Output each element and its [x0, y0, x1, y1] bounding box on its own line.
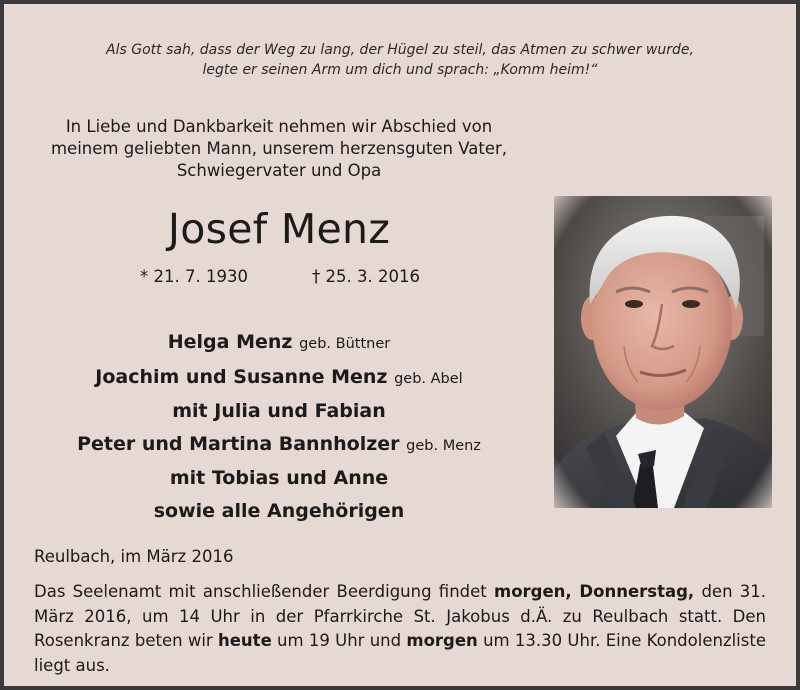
intro-text [44, 116, 514, 182]
mourner-line [44, 395, 514, 428]
portrait-illustration [554, 196, 772, 508]
funeral-notice [34, 580, 766, 678]
mourner-note: geb. Abel [394, 370, 463, 387]
notice-text: Das Seelenamt mit anschließender Beerdigung findet [34, 582, 494, 601]
death-date: † 25. 3. 2016 [312, 267, 420, 286]
mourner-name: Peter und Martina Bannholzer [77, 432, 400, 455]
mourners-list [44, 326, 514, 528]
mourner-name: Helga Menz [167, 331, 293, 353]
mourner-name: mit Julia und Fabian [172, 400, 386, 423]
notice-text: um 13.30 Uhr. Eine Kondolenzliste liegt aus. [34, 631, 766, 675]
mourner-line [44, 428, 514, 463]
deceased-name: Josef Menz [167, 205, 391, 253]
mourner-note: geb. Büttner [299, 336, 391, 352]
intro-line: In Liebe und Dankbarkeit nehmen wir Abschied von [65, 117, 493, 136]
quote-line: Als Gott sah, dass der Weg zu lang, der Hügel zu steil, das Atmen zu schwer wurde, [106, 42, 694, 58]
notice-emphasis: morgen, Donnerstag, [494, 582, 695, 601]
mourner-line [44, 326, 514, 361]
mourner-line [44, 462, 514, 495]
mourner-line [44, 495, 514, 528]
notice-emphasis: heute [218, 631, 272, 650]
mourner-name: sowie alle Angehörigen [153, 499, 405, 522]
mourner-name: mit Tobias und Anne [169, 467, 389, 490]
notice-text: um 19 Uhr und [271, 631, 407, 650]
mourner-line [44, 361, 514, 396]
intro-line: meinem geliebten Mann, unserem herzensguten Vater, [50, 139, 508, 158]
quote-line: legte er seinen Arm um dich und sprach: „Komm heim!“ [202, 62, 598, 78]
notice-emphasis: morgen [406, 631, 478, 650]
birth-date: * 21. 7. 1930 [140, 267, 248, 286]
intro-line: Schwiegervater und Opa [176, 161, 382, 180]
mourner-note: geb. Menz [406, 437, 481, 454]
quote [4, 40, 796, 80]
place-and-date: Reulbach, im März 2016 [34, 547, 234, 566]
notice-text: den 31. März 2016, um 14 Uhr in der Pfarrkirche St. Jakobus d.Ä. zu Reulbach statt. Den Rosenkranz beten wir [34, 582, 766, 650]
mourner-name: Joachim und Susanne Menz [95, 365, 388, 388]
portrait-photo [554, 196, 772, 508]
